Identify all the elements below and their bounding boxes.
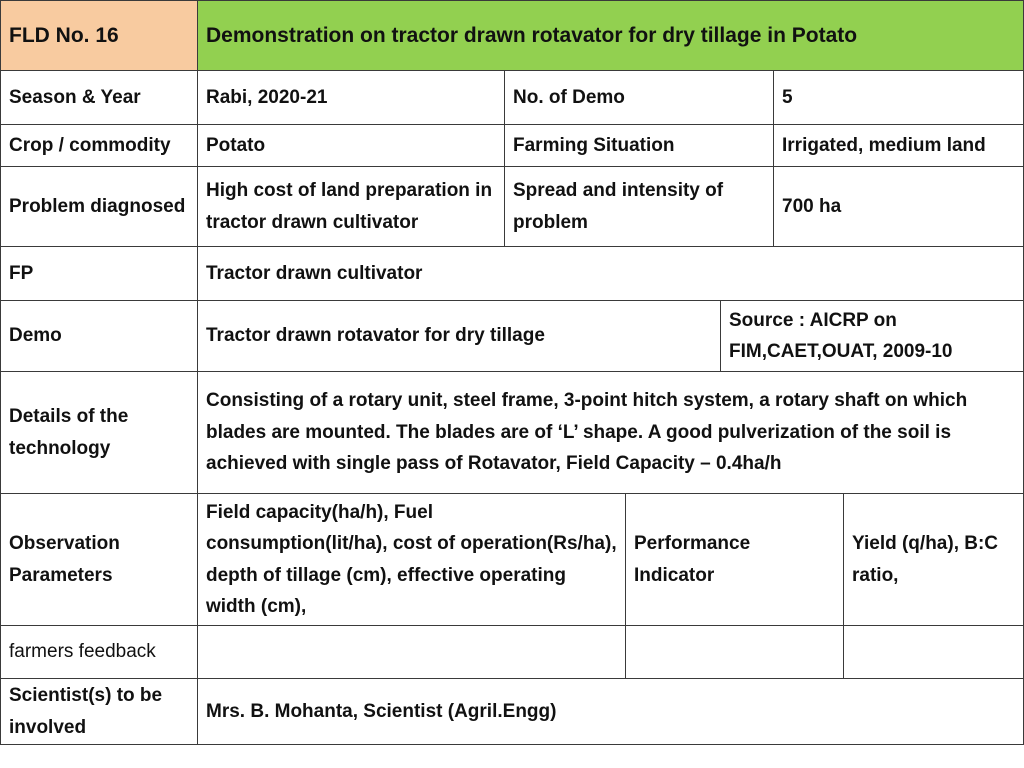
spread-value-cell bbox=[773, 166, 1024, 247]
season-value: Rabi, 2020-21 bbox=[206, 86, 328, 108]
demo-count-value: 5 bbox=[782, 86, 793, 108]
performance-value-cell bbox=[843, 493, 1024, 626]
details-value-cell bbox=[197, 371, 1024, 494]
fld-title: Demonstration on tractor drawn rotavator for dry tillage in Potato bbox=[206, 23, 858, 47]
feedback-extra-value-cell bbox=[843, 625, 1024, 679]
season-value-cell bbox=[197, 70, 505, 125]
farming-situation-label-cell bbox=[504, 124, 774, 167]
scientist-value: Mrs. B. Mohanta, Scientist (Agril.Engg) bbox=[206, 700, 557, 722]
problem-value-cell bbox=[197, 166, 505, 247]
observation-value-cell bbox=[197, 493, 626, 626]
demo-source-cell bbox=[720, 300, 1024, 372]
details-label-cell bbox=[0, 371, 198, 494]
demo-label: Demo bbox=[9, 325, 62, 347]
problem-label: Problem diagnosed bbox=[9, 195, 186, 217]
spread-value: 700 ha bbox=[782, 195, 842, 217]
demo-label-cell bbox=[0, 300, 198, 372]
farming-situation-value: Irrigated, medium land bbox=[782, 134, 986, 156]
problem-value: High cost of land preparation in tractor drawn cultivator bbox=[206, 180, 493, 233]
details-value: Consisting of a rotary unit, steel frame, 3-point hitch system, a rotary shaft on which blades are mounted. The blades are of ‘L’ shape. A good pulverization of the soil is achieved with single pass of Rotavator, Field Capacity – 0.4ha/h bbox=[206, 390, 968, 475]
crop-value-cell bbox=[197, 124, 505, 167]
crop-label: Crop / commodity bbox=[9, 134, 171, 156]
details-label: Details of the technology bbox=[9, 406, 129, 459]
fp-value-cell bbox=[197, 246, 1024, 301]
farming-situation-value-cell bbox=[773, 124, 1024, 167]
scientist-label-cell bbox=[0, 678, 198, 745]
performance-value: Yield (q/ha), B:C ratio, bbox=[852, 533, 999, 586]
problem-label-cell bbox=[0, 166, 198, 247]
spread-label-cell bbox=[504, 166, 774, 247]
demo-source: Source : AICRP on FIM,CAET,OUAT, 2009-10 bbox=[729, 309, 953, 362]
fp-value: Tractor drawn cultivator bbox=[206, 262, 423, 284]
fp-label-cell bbox=[0, 246, 198, 301]
observation-value: Field capacity(ha/h), Fuel consumption(lit/ha), cost of operation(Rs/ha), depth of tillage (cm), effective operating width (cm), bbox=[206, 501, 617, 617]
feedback-label-cell bbox=[0, 625, 198, 679]
demo-count-value-cell bbox=[773, 70, 1024, 125]
feedback-value-cell bbox=[197, 625, 626, 679]
feedback-label: farmers feedback bbox=[9, 641, 156, 663]
observation-label: Observation Parameters bbox=[9, 533, 120, 586]
fld-title-cell bbox=[197, 0, 1024, 71]
performance-label: Performance Indicator bbox=[634, 533, 751, 586]
scientist-value-cell bbox=[197, 678, 1024, 745]
crop-label-cell bbox=[0, 124, 198, 167]
demo-count-label-cell bbox=[504, 70, 774, 125]
crop-value: Potato bbox=[206, 134, 266, 156]
fp-label: FP bbox=[9, 262, 34, 284]
performance-label-cell bbox=[625, 493, 844, 626]
season-label-cell bbox=[0, 70, 198, 125]
demo-value: Tractor drawn rotavator for dry tillage bbox=[206, 325, 545, 347]
feedback-extra-cell bbox=[625, 625, 844, 679]
season-label: Season & Year bbox=[9, 86, 141, 108]
fld-number: FLD No. 16 bbox=[9, 23, 119, 47]
demo-count-label: No. of Demo bbox=[513, 86, 625, 108]
fld-number-cell bbox=[0, 0, 198, 71]
observation-label-cell bbox=[0, 493, 198, 626]
farming-situation-label: Farming Situation bbox=[513, 134, 675, 156]
demo-value-cell bbox=[197, 300, 721, 372]
spread-label: Spread and intensity of problem bbox=[513, 180, 724, 233]
scientist-label: Scientist(s) to be involved bbox=[9, 685, 163, 738]
